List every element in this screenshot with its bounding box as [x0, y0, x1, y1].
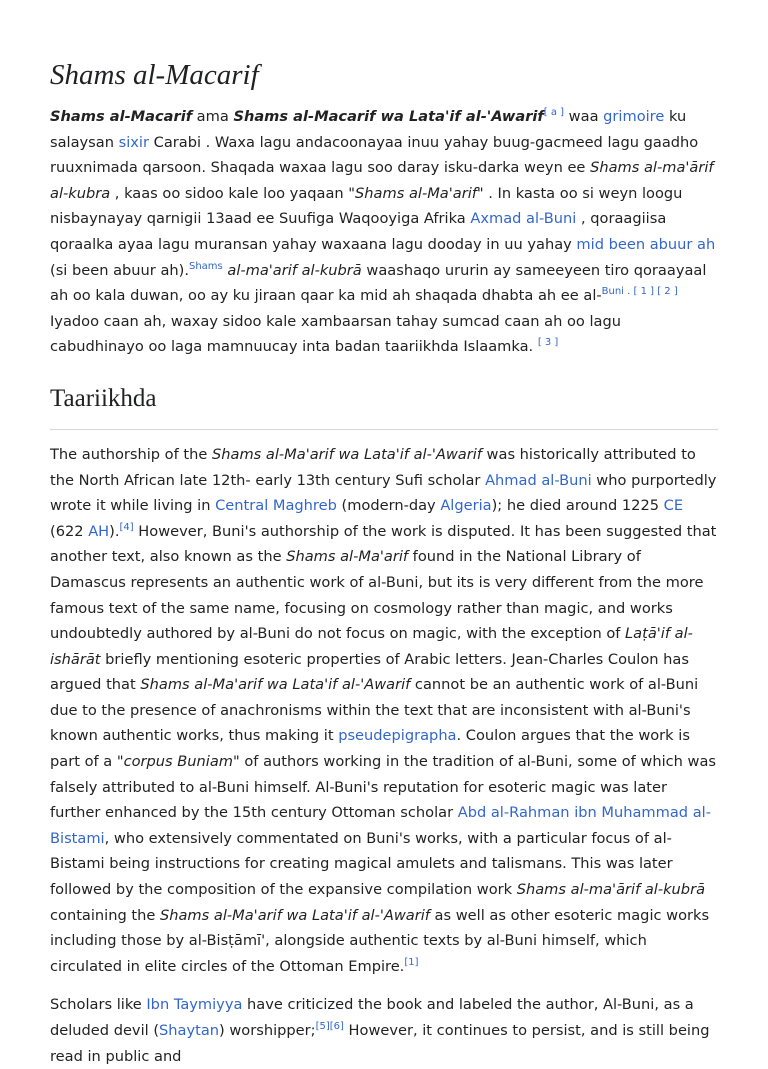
text: . Coulon argues that the work is part of a ": [50, 727, 690, 771]
italic-text: corpus Buniam: [123, 753, 234, 771]
footnote-1[interactable]: [1]: [404, 956, 419, 968]
text: have criticized the book and labeled the author, Al-Buni, as a deluded devil (: [50, 996, 694, 1039]
footnote-a[interactable]: [ a ]: [543, 107, 565, 118]
lead-bold-title: Shams al-Macarif: [50, 108, 193, 125]
link-sixir[interactable]: sixir: [118, 133, 149, 151]
text: However, it continues to persist, and is still being read in public and: [50, 1022, 710, 1065]
link-ibn-taymiyya[interactable]: Ibn Taymiyya: [146, 996, 243, 1014]
footnote-5-6[interactable]: [5][6]: [315, 1021, 344, 1032]
link-grimoire[interactable]: grimoire: [603, 108, 665, 125]
history-paragraph: [50, 430, 718, 979]
italic-text: Shams al-ma'ārif al-kubrā: [516, 881, 706, 899]
text: briefly mentioning esoteric properties of Arabic letters. Jean-Charles Coulon has argued that: [50, 650, 689, 694]
footnote-4[interactable]: [4]: [119, 521, 134, 533]
italic-text: al-ma'arif al-kubrā: [227, 261, 362, 279]
text: ama: [192, 108, 234, 125]
link-pseudepigrapha[interactable]: pseudepigrapha: [338, 727, 457, 745]
text: cannot be an authentic work of al-Buni due to the presence of anachronisms within the text that are inconsistent with al-Buni's known authentic works, thus making it: [50, 676, 699, 745]
text: waa: [564, 108, 604, 125]
italic-text: Shams al-Ma'arif": [355, 184, 484, 202]
italic-text: Laṭā'if al-ishārāt: [50, 625, 693, 668]
text: who purportedly wrote it while living in: [50, 471, 717, 515]
link-central-maghreb[interactable]: Central Maghreb: [215, 497, 337, 515]
text: ) worshipper;: [219, 1022, 316, 1039]
lead-paragraph: [50, 94, 718, 360]
text: , qoraagiisa qoraalka ayaa lagu muransan yahay waxaana lagu dooday in uu yahay: [50, 210, 667, 253]
text: " of authors working in the tradition of al-Buni, some of which was falsely attributed to al-Buni himself. Al-Buni's reputation for esoteric magic was later further enhanced by the 15th century Ottoman scholar: [50, 753, 717, 822]
text: ); he died around 1225: [491, 497, 664, 515]
italic-text: Shams al-Ma'arif wa Lata'if al-'Awarif: [159, 906, 430, 924]
link-algeria[interactable]: Algeria: [440, 497, 492, 515]
text: (modern-day: [336, 497, 441, 515]
italic-text: Shams al-Ma'arif: [286, 548, 409, 566]
italic-text: Shams al-Ma'arif wa Lata'if al-'Awarif: [211, 445, 482, 463]
reception-paragraph: [50, 979, 718, 1069]
text: (622: [50, 522, 89, 540]
section-heading-taariikhda: Taariikhda: [50, 360, 718, 430]
text: Carabi . Waxa lagu andacoonayaa inuu yahay buug-gacmeed lagu gaadho ruuxnimada qarsoon. Shaqada waxaa lagu soo daray isku-darka weyn ee: [50, 133, 699, 177]
link-mid-been-abuur-ah[interactable]: mid been abuur ah: [576, 235, 716, 253]
italic-text: Shams al-Ma'arif wa Lata'if al-'Awarif: [140, 676, 411, 694]
text: . In kasta oo si weyn loogu nisbaynayay qarnigii 13aad ee Suufiga Waqooyiga Afrika: [50, 184, 683, 228]
text: , kaas oo sidoo kale loo yaqaan ": [110, 184, 356, 202]
text: The authorship of the: [50, 445, 212, 463]
link-ce[interactable]: CE: [663, 497, 684, 515]
text: waashaqo ururin ay sameeyeen tiro qoraayaal ah oo kala duwan, oo ay ku jiraan qaar ka mid ah shaqada dhabta ah ee al-: [50, 261, 707, 305]
text: found in the National Library of Damascus represents an authentic work of al-Buni, but its is very different from the more famous text of the same name, focusing on cosmology rather than magic, and works undoubtedly authored by al-Buni do not focus on magic, with the exception of: [50, 548, 704, 643]
lead-bold-fulltitle: Shams al-Macarif wa Lata'if al-'Awarif: [233, 108, 544, 125]
text: (si been abuur ah).: [50, 261, 189, 279]
text: ).: [109, 522, 120, 540]
italic-text: Shams al-ma'ārif al-kubra: [50, 159, 714, 202]
text: , who extensively commentated on Buni's works, with a particular focus of al-Bistami being instructions for creating magical amulets and talismans. This was later followed by the composition of the expansive compilation work: [50, 829, 673, 899]
link-shaytan[interactable]: Shaytan: [159, 1022, 220, 1039]
footnote-buni-1-2[interactable]: Buni . [ 1 ] [ 2 ]: [601, 286, 678, 298]
text: Iyadoo caan ah, waxay sidoo kale xambaarsan tahay sumcad caan ah oo lagu cabudhinayo oo laga mamnuucay inta badan taariikhda Islaamka.: [50, 312, 621, 356]
text: containing the: [50, 906, 160, 924]
text: was historically attributed to the North African late 12th- early 13th century Sufi scholar: [50, 445, 696, 489]
link-axmad-al-buni[interactable]: Axmad al-Buni: [470, 210, 577, 228]
link-ahmad-al-buni[interactable]: Ahmad al-Buni: [485, 471, 592, 489]
text: However, Buni's authorship of the work is disputed. It has been suggested that another text, also known as the: [50, 522, 717, 566]
text: as well as other esoteric magic works including those by al-Bisṭāmī', alongside authentic texts by al-Buni himself, which circulated in elite circles of the Ottoman Empire.: [50, 906, 710, 975]
page-title: Shams al-Macarif: [50, 59, 259, 91]
superscript-shams[interactable]: Shams: [188, 260, 223, 272]
link-al-bistami[interactable]: Abd al-Rahman ibn Muhammad al-Bistami: [50, 804, 711, 847]
footnote-3[interactable]: [ 3 ]: [537, 337, 559, 349]
text: Scholars like: [50, 996, 147, 1014]
text: ku salaysan: [50, 108, 687, 151]
link-ah[interactable]: AH: [88, 522, 110, 540]
